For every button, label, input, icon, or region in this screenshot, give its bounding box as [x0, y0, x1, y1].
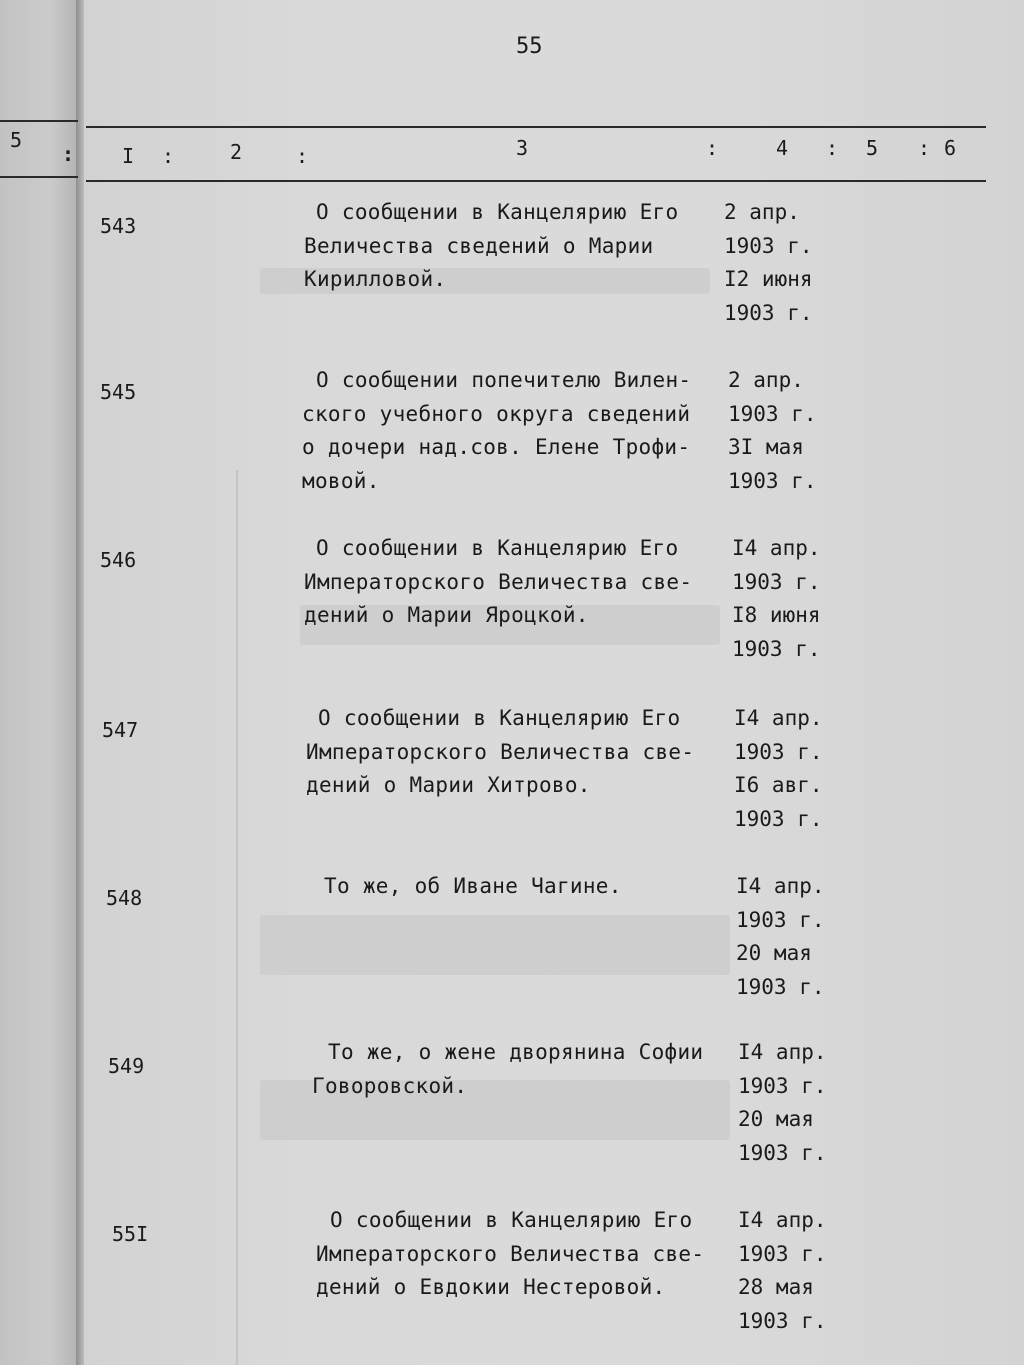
- date-end-year: 1903 г.: [728, 468, 817, 493]
- left-header-rule-bottom: [0, 176, 78, 178]
- date-end-day: 3I мая: [728, 435, 804, 459]
- left-column-separator: :: [62, 142, 75, 166]
- date-start-year: 1903 г.: [724, 233, 813, 258]
- date-end-day: 20 мая: [738, 1107, 814, 1131]
- header-rule-top: [86, 126, 986, 128]
- entry-number: 549: [108, 1054, 145, 1078]
- entry-description: [304, 532, 692, 633]
- page-number: 55: [516, 34, 543, 59]
- date-end-day: I6 авг.: [734, 773, 823, 797]
- entry-text-line: Императорского Величества све-: [306, 739, 695, 764]
- entry-number: 546: [100, 548, 137, 572]
- date-start-day: I4 апр.: [738, 1208, 827, 1232]
- entry-text-line: То же, об Иване Чагине.: [324, 874, 622, 898]
- entry-number: 547: [102, 718, 139, 742]
- column-header-3: 3: [516, 136, 530, 160]
- left-page-strip: [0, 0, 80, 1365]
- date-start-day: 2 апр.: [728, 368, 804, 392]
- entry-description: [304, 196, 678, 297]
- column-header-4: 4: [776, 136, 790, 160]
- date-end-year: 1903 г.: [736, 974, 825, 999]
- left-column-number: 5: [10, 128, 23, 152]
- date-end-day: 28 мая: [738, 1275, 814, 1299]
- entry-number: 55I: [112, 1222, 149, 1246]
- entry-description: [306, 702, 694, 803]
- date-start-day: I4 апр.: [736, 874, 825, 898]
- date-start-year: 1903 г.: [728, 401, 817, 426]
- column-header-separator: :: [296, 144, 310, 168]
- date-start-year: 1903 г.: [732, 569, 821, 594]
- entry-description: [312, 1036, 703, 1103]
- column-header-separator: :: [162, 144, 176, 168]
- date-end-year: 1903 г.: [734, 806, 823, 831]
- date-start-year: 1903 г.: [738, 1241, 827, 1266]
- entry-dates: [732, 532, 821, 666]
- entry-text-line: Императорского Величества све-: [316, 1241, 705, 1266]
- bleed-through-mark: [260, 915, 730, 975]
- entry-description: [302, 364, 691, 498]
- entry-text-line: Императорского Величества све-: [304, 569, 693, 594]
- date-end-year: 1903 г.: [724, 300, 813, 325]
- entry-dates: [736, 870, 825, 1004]
- entry-text-line: Величества сведений о Марии: [304, 233, 654, 258]
- date-end-year: 1903 г.: [738, 1308, 827, 1333]
- entry-text-line: То же, о жене дворянина Софии: [328, 1040, 704, 1064]
- binding-shadow: [76, 0, 84, 1365]
- column-header-2: 2: [230, 140, 244, 164]
- date-end-day: I2 июня: [724, 267, 813, 291]
- entry-text-line: О сообщении в Канцелярию Его: [316, 536, 679, 560]
- date-end-day: I8 июня: [732, 603, 821, 627]
- entry-dates: [734, 702, 823, 836]
- entry-number: 543: [100, 214, 137, 238]
- date-end-year: 1903 г.: [738, 1140, 827, 1165]
- column-header-5: 5: [866, 136, 880, 160]
- entry-text-line: Кирилловой.: [304, 267, 447, 291]
- date-start-day: I4 апр.: [738, 1040, 827, 1064]
- entry-text-line: дений о Марии Хитрово.: [306, 773, 591, 797]
- entry-number: 548: [106, 886, 143, 910]
- entry-dates: [728, 364, 817, 498]
- entry-text-line: О сообщении в Канцелярию Его: [330, 1208, 693, 1232]
- entry-text-line: дений о Евдокии Нестеровой.: [316, 1275, 666, 1299]
- column-header-separator: :: [826, 136, 840, 160]
- entry-text-line: дений о Марии Яроцкой.: [304, 603, 589, 627]
- entry-text-line: ского учебного округа сведений: [302, 401, 691, 426]
- paper-fold-crease: [236, 470, 240, 1365]
- date-start-year: 1903 г.: [736, 907, 825, 932]
- date-start-year: 1903 г.: [738, 1073, 827, 1098]
- entry-number: 545: [100, 380, 137, 404]
- column-header-separator: :: [706, 136, 720, 160]
- entry-description: [324, 870, 622, 904]
- date-start-day: I4 апр.: [732, 536, 821, 560]
- entry-text-line: О сообщении в Канцелярию Его: [318, 706, 681, 730]
- column-header-separator: :: [918, 136, 932, 160]
- entry-text-line: О сообщении в Канцелярию Его: [316, 200, 679, 224]
- date-start-day: 2 апр.: [724, 200, 800, 224]
- entry-text-line: О сообщении попечителю Вилен-: [316, 368, 692, 392]
- left-header-rule-top: [0, 120, 78, 122]
- column-header-6: 6: [944, 136, 958, 160]
- date-start-year: 1903 г.: [734, 739, 823, 764]
- date-end-year: 1903 г.: [732, 636, 821, 661]
- entry-dates: [738, 1204, 827, 1338]
- entry-text-line: о дочери над.сов. Елене Трофи-: [302, 435, 691, 459]
- entry-dates: [738, 1036, 827, 1170]
- entry-text-line: мовой.: [302, 468, 380, 493]
- entry-dates: [724, 196, 813, 330]
- column-header-1: I: [122, 144, 136, 168]
- date-end-day: 20 мая: [736, 941, 812, 965]
- date-start-day: I4 апр.: [734, 706, 823, 730]
- header-rule-bottom: [86, 180, 986, 182]
- entry-description: [316, 1204, 704, 1305]
- entry-text-line: Говоровской.: [312, 1073, 468, 1098]
